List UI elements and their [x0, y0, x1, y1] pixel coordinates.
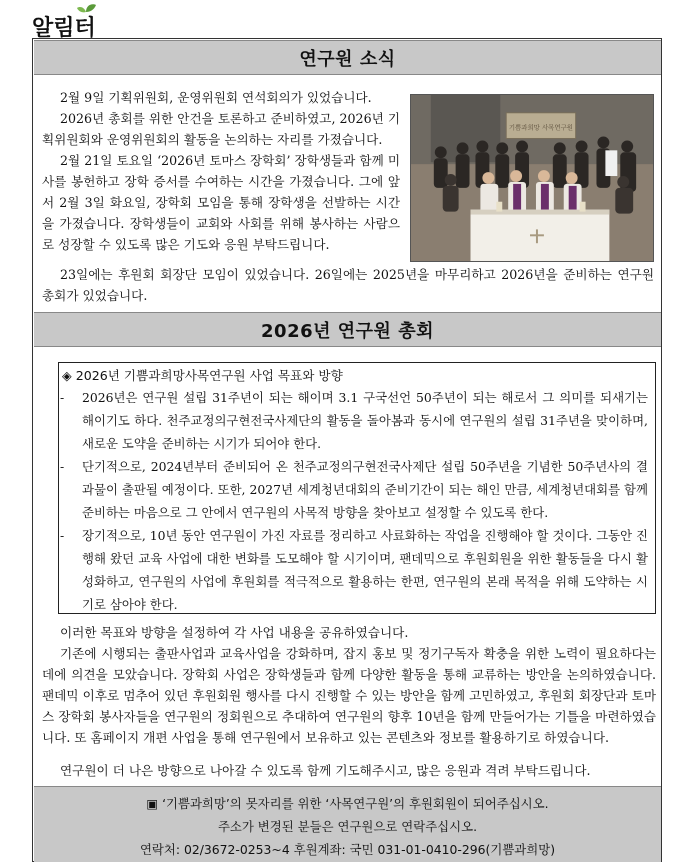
section-title-assembly: 2026년 연구원 총회 [34, 312, 661, 347]
section-title-news: 연구원 소식 [34, 40, 661, 75]
footer-line-address: 주소가 변경된 분들은 연구원으로 연락주십시오. [217, 819, 478, 834]
news-paragraph-1: 2월 9일 기획위원회, 운영위원회 연석회의가 있었습니다. [60, 90, 372, 105]
logo-text: 알림터 [32, 16, 96, 40]
logo-graphic [30, 2, 100, 40]
goal-item-1: - 2026년은 연구원 설립 31주년이 되는 해이며 3.1 구국선언 50주년이 되는 해로서 그 의미를 되새기는 해이기도 하다. 천주교정의구현전국사제단의 활동을 돌아봄과 동시에 연구원의 설립 31주년을 맞이하며, 새로운 도약을 준비하는 시기가 되어야 한다. [60, 390, 648, 451]
footer-notice [34, 786, 661, 862]
news-paragraph-2: 2026년 총회를 위한 안건을 토론하고 준비하였고, 2026년 기획위원회와 운영위원회의 활동을 논의하는 자리를 가졌습니다. [42, 111, 400, 147]
news-paragraph-3: 2월 21일 토요일 ‘2026년 토마스 장학회’ 장학생들과 함께 미사를 봉헌하고 장학 증서를 수여하는 시간을 가졌습니다. 그에 앞서 2월 3일 화요일, 장학회 모임을 통해 장학생을 선발하는 시간을 가졌습니다. 장학생들이 교회와 사회를 위해 봉사하는 사람으로 성장할 수 있도록 많은 기도와 응원 부탁드립니다. [42, 153, 400, 252]
assembly-paragraph-2: 기존에 시행되는 출판사업과 교육사업을 강화하며, 잡지 홍보 및 정기구독자 확충을 위한 노력이 필요하다는데에 의견을 모았습니다. 장학회 사업은 장학생들과 함께 다양한 활동을 통해 교류하는 방안을 논의하였습니다. 팬데믹 이후로 멈추어 있던 후원회원 행사를 다시 진행할 수 있는 방안을 함께 고민하였고, 후원회 회장단과 토마스 장학회 봉사자들을 연구원의 정회원으로 추대하여 연구원의 향후 10년을 함께 만들어가는 기틀을 마련하였습니다. 또 홈페이지 개편 사업을 통해 연구원에서 보유하고 있는 콘텐츠와 정보를 활용하기로 하였습니다. [42, 646, 656, 745]
footer-line-contact: 연락처: 02/3672-0253~4 후원계좌: 국민 031-01-0410-296(기쁨과희망) [139, 842, 556, 857]
assembly-paragraph-3: 연구원이 더 나은 방향으로 나아갈 수 있도록 함께 기도해주시고, 많은 응원과 격려 부탁드립니다. [60, 763, 591, 778]
photo-banner-text: 기쁨과희망 사목연구원 [508, 123, 574, 132]
group-photo [410, 94, 654, 262]
goal-item-2: - 단기적으로, 2024년부터 준비되어 온 천주교정의구현전국사제단 설립 50주년을 기념한 50주년사의 결과물이 출판될 예정이다. 또한, 2027년 세계청년대회의 준비기간이 되는 해인 만큼, 세계청년대회를 함께 준비하는 마음으로 그 안에서 연구원의 사목적 방향을 찾아보고 설정할 수 있도록 한다. [60, 459, 648, 520]
news-paragraph-4: 23일에는 후원회 회장단 모임이 있었습니다. 26일에는 2025년을 마무리하고 2026년을 준비하는 연구원 총회가 있었습니다. [42, 267, 654, 303]
goals-box-title: ◈ 2026년 기쁨과희망사목연구원 사업 목표와 방향 [62, 368, 343, 383]
assembly-paragraph-1: 이러한 목표와 방향을 설정하여 각 사업 내용을 공유하였습니다. [60, 625, 409, 640]
footer-line-membership: ▣ ‘기쁨과희망’의 못자리를 위한 ‘사목연구원’의 후원회원이 되어주십시오. [146, 796, 549, 811]
notice-board-logo [30, 2, 100, 40]
goal-item-3: - 장기적으로, 10년 동안 연구원이 가진 자료를 정리하고 사료화하는 작업을 진행해야 할 것이다. 그동안 진행해 왔던 교육 사업에 대한 변화를 도모해야 할 시기이며, 팬데믹으로 후원회원을 위한 활동들을 다시 활성화하고, 연구원의 사업에 후원회를 적극적으로 활용하는 한편, 연구원의 본래 목적을 위해 도약하는 시기로 삼아야 한다. [60, 528, 648, 612]
